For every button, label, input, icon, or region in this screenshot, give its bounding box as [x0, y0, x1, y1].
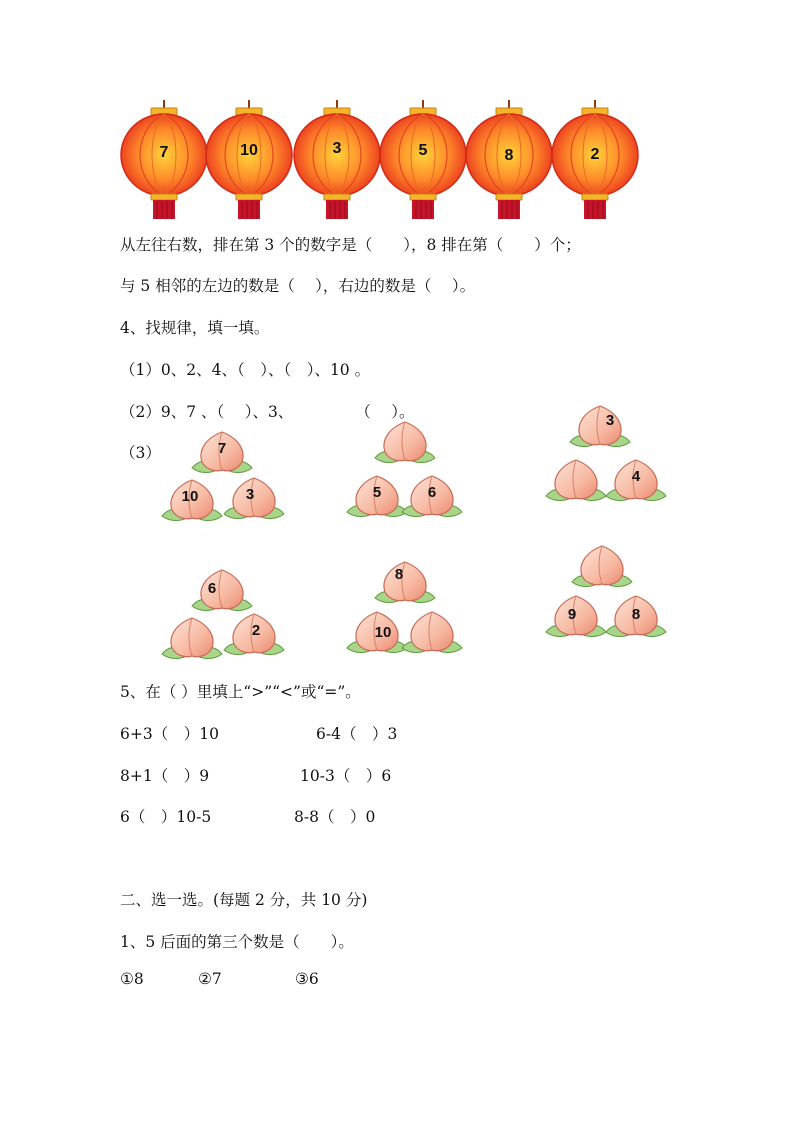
peach	[544, 456, 608, 506]
q5-title: 5、在（ ）里填上“>”“<”或“=”。	[120, 683, 361, 701]
lantern-number: 7	[159, 144, 169, 161]
peach-number: 3	[245, 486, 255, 503]
peach-icon	[160, 614, 224, 664]
peach	[373, 558, 437, 608]
peach	[400, 472, 464, 522]
peach-number: 6	[207, 580, 217, 597]
lantern-10	[203, 100, 295, 220]
peach-number: 7	[217, 440, 227, 457]
option-2: ②7	[198, 970, 222, 988]
peach	[604, 592, 668, 642]
peach-number: 3	[605, 412, 615, 429]
peach-icon	[570, 542, 634, 592]
peach	[160, 614, 224, 664]
option-3: ③6	[295, 970, 319, 988]
q5-item-2: 6-4（ ）3	[316, 725, 398, 743]
q4-pattern-1: （1）0、2、4、（ ）、（ ）、10 。	[120, 361, 371, 379]
q5-item-1: 6+3（ ）10	[120, 725, 219, 743]
peach	[568, 402, 632, 452]
peach-number: 10	[181, 488, 199, 505]
q5-item-5: 6（ ）10-5	[120, 808, 212, 826]
q5-item-3: 8+1（ ）9	[120, 767, 210, 785]
lantern-icon	[291, 100, 383, 220]
lantern-7	[118, 100, 210, 220]
peach-icon	[544, 456, 608, 506]
q5-item-4: 10-3（ ）6	[300, 767, 392, 785]
q4-pattern-2: （2）9、7 、（ ）、3、 （ ）。	[120, 403, 415, 421]
peach-icon	[373, 418, 437, 468]
peach	[544, 592, 608, 642]
peach-number: 4	[631, 468, 641, 485]
peach-number: 2	[251, 622, 261, 639]
peach	[400, 608, 464, 658]
peach-number: 8	[631, 606, 641, 623]
peach	[222, 474, 286, 524]
peach-number: 10	[374, 624, 392, 641]
lantern-icon	[377, 100, 469, 220]
peach-number: 8	[394, 566, 404, 583]
peach	[570, 542, 634, 592]
lantern-number: 8	[504, 147, 514, 164]
lantern-5	[377, 100, 469, 220]
lantern-number: 3	[332, 140, 342, 157]
q5-item-6: 8-8（ ）0	[294, 808, 376, 826]
peach	[373, 418, 437, 468]
lantern-number: 5	[418, 142, 428, 159]
q4-pattern-3-label: （3）	[120, 444, 161, 462]
peach	[190, 428, 254, 478]
peach	[604, 456, 668, 506]
lantern-3	[291, 100, 383, 220]
peach-number: 9	[567, 606, 577, 623]
lantern-8	[463, 100, 555, 220]
q3-line-1: 从左往右数，排在第 3 个的数字是（ ），8 排在第（ ）个；	[120, 236, 581, 254]
lantern-icon	[203, 100, 295, 220]
q3-line-2: 与 5 相邻的左边的数是（ ），右边的数是（ ）。	[120, 277, 476, 295]
peach-number: 5	[372, 484, 382, 501]
lantern-number: 10	[240, 142, 258, 159]
peach	[160, 476, 224, 526]
peach-number: 6	[427, 484, 437, 501]
lantern-2	[549, 100, 641, 220]
peach-icon	[400, 608, 464, 658]
q4-title: 4、找规律，填一填。	[120, 319, 270, 337]
section-2-question-1: 1、5 后面的第三个数是（ ）。	[120, 933, 354, 951]
section-2-title: 二、选一选。(每题 2 分，共 10 分)	[120, 891, 368, 909]
lantern-number: 2	[590, 146, 600, 163]
option-1: ①8	[120, 970, 144, 988]
peach	[222, 610, 286, 660]
peach	[190, 566, 254, 616]
